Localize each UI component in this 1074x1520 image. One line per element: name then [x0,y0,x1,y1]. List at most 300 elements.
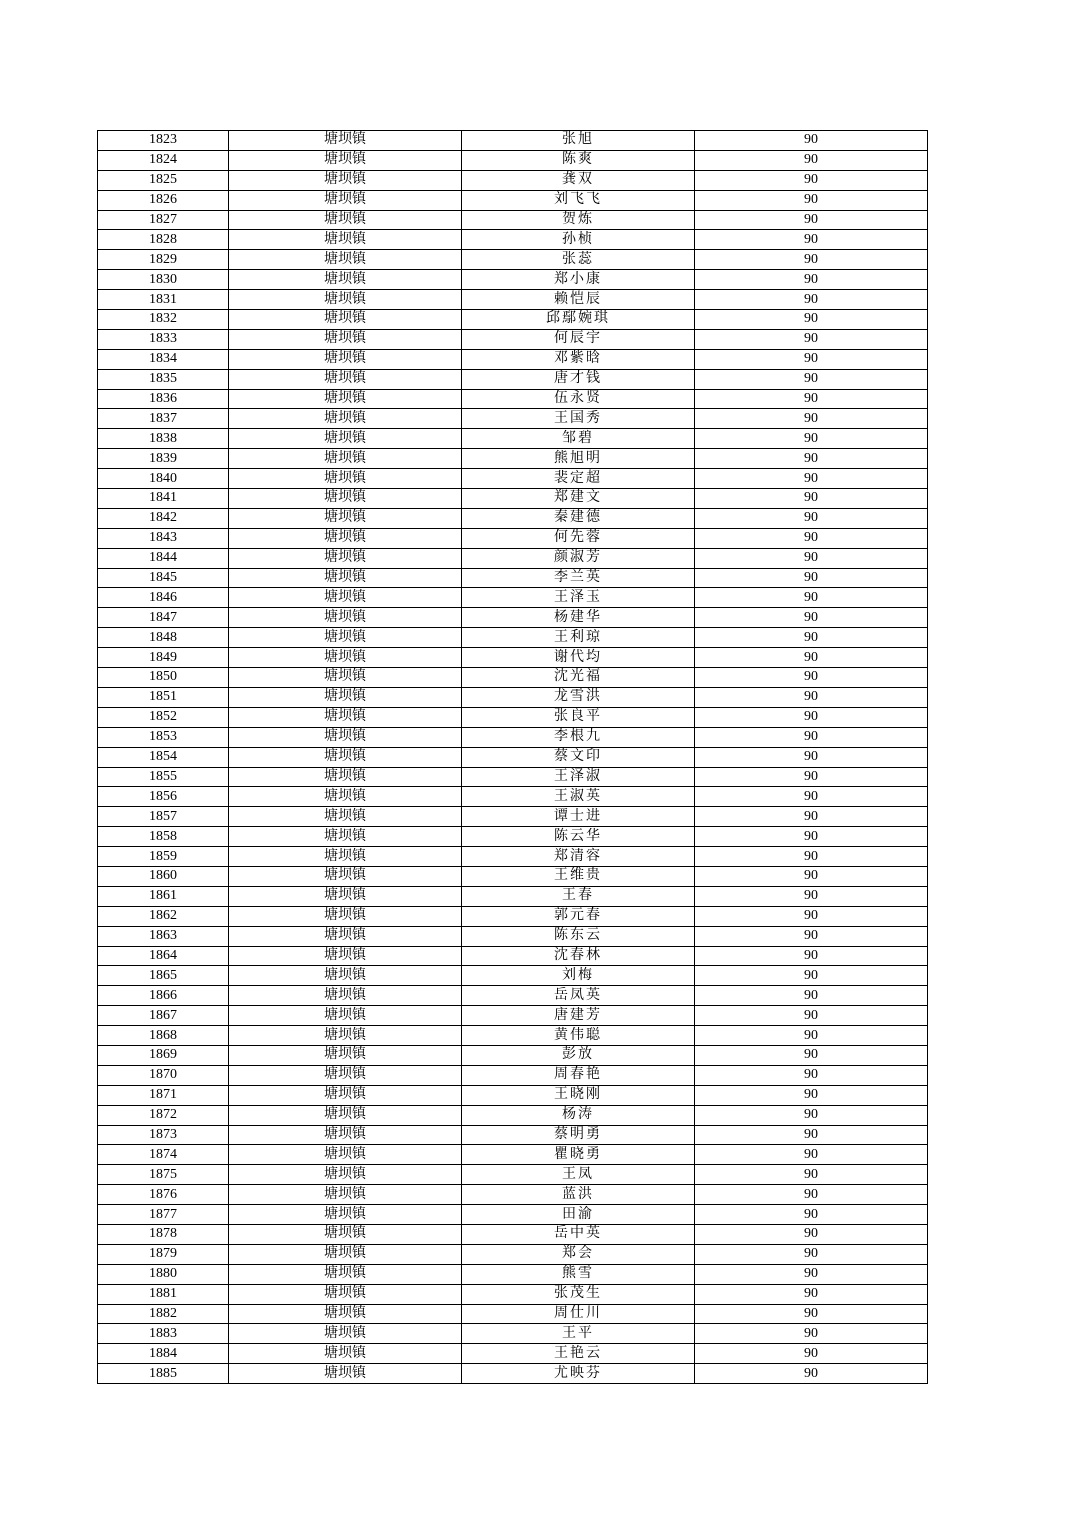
town-cell: 塘坝镇 [229,727,462,747]
row-number-cell: 1833 [98,329,229,349]
row-number-cell: 1852 [98,707,229,727]
name-cell: 蔡明勇 [462,1125,695,1145]
row-number-cell: 1827 [98,210,229,230]
name-cell: 熊雪 [462,1264,695,1284]
score-cell: 90 [695,986,928,1006]
town-cell: 塘坝镇 [229,230,462,250]
row-number-cell: 1876 [98,1185,229,1205]
name-cell: 唐才钱 [462,369,695,389]
row-number-cell: 1866 [98,986,229,1006]
name-cell: 蔡文印 [462,747,695,767]
score-cell: 90 [695,508,928,528]
score-cell: 90 [695,409,928,429]
town-cell: 塘坝镇 [229,270,462,290]
town-cell: 塘坝镇 [229,528,462,548]
table-row [98,1224,928,1244]
name-cell: 郭元春 [462,906,695,926]
score-cell: 90 [695,1324,928,1344]
row-number-cell: 1837 [98,409,229,429]
table-row [98,1264,928,1284]
table-row [98,349,928,369]
table-row [98,1026,928,1046]
table-row [98,707,928,727]
town-cell: 塘坝镇 [229,707,462,727]
row-number-cell: 1846 [98,588,229,608]
score-cell: 90 [695,608,928,628]
row-number-cell: 1836 [98,389,229,409]
town-cell: 塘坝镇 [229,568,462,588]
row-number-cell: 1879 [98,1244,229,1264]
row-number-cell: 1883 [98,1324,229,1344]
table-row [98,170,928,190]
score-cell: 90 [695,369,928,389]
town-cell: 塘坝镇 [229,926,462,946]
table-row [98,290,928,310]
town-cell: 塘坝镇 [229,1364,462,1384]
row-number-cell: 1850 [98,668,229,688]
name-cell: 杨建华 [462,608,695,628]
table-row [98,210,928,230]
table-row [98,1105,928,1125]
score-cell: 90 [695,1185,928,1205]
score-cell: 90 [695,1284,928,1304]
table-row [98,568,928,588]
table-row [98,926,928,946]
name-cell: 邱鄢婉琪 [462,310,695,330]
row-number-cell: 1877 [98,1205,229,1225]
row-number-cell: 1825 [98,170,229,190]
score-cell: 90 [695,190,928,210]
name-cell: 黄伟聪 [462,1026,695,1046]
score-cell: 90 [695,489,928,509]
town-cell: 塘坝镇 [229,648,462,668]
town-cell: 塘坝镇 [229,1165,462,1185]
score-cell: 90 [695,210,928,230]
row-number-cell: 1843 [98,528,229,548]
score-cell: 90 [695,966,928,986]
row-number-cell: 1885 [98,1364,229,1384]
name-cell: 王泽玉 [462,588,695,608]
score-cell: 90 [695,727,928,747]
name-cell: 郑小康 [462,270,695,290]
name-cell: 贺炼 [462,210,695,230]
town-cell: 塘坝镇 [229,389,462,409]
table-row [98,767,928,787]
score-cell: 90 [695,528,928,548]
score-cell: 90 [695,747,928,767]
score-cell: 90 [695,1344,928,1364]
name-cell: 龚双 [462,170,695,190]
score-cell: 90 [695,946,928,966]
row-number-cell: 1823 [98,131,229,151]
score-cell: 90 [695,1045,928,1065]
town-cell: 塘坝镇 [229,588,462,608]
score-cell: 90 [695,886,928,906]
town-cell: 塘坝镇 [229,1324,462,1344]
table-row [98,1344,928,1364]
table-row [98,1145,928,1165]
town-cell: 塘坝镇 [229,429,462,449]
score-cell: 90 [695,1224,928,1244]
score-cell: 90 [695,310,928,330]
name-cell: 裴定超 [462,469,695,489]
name-cell: 王晓刚 [462,1085,695,1105]
name-cell: 王平 [462,1324,695,1344]
row-number-cell: 1871 [98,1085,229,1105]
name-cell: 周仕川 [462,1304,695,1324]
town-cell: 塘坝镇 [229,747,462,767]
table-row [98,429,928,449]
score-cell: 90 [695,847,928,867]
name-cell: 邹碧 [462,429,695,449]
name-cell: 王维贵 [462,866,695,886]
row-number-cell: 1874 [98,1145,229,1165]
table-row [98,668,928,688]
name-cell: 周春艳 [462,1065,695,1085]
name-cell: 郑会 [462,1244,695,1264]
row-number-cell: 1845 [98,568,229,588]
table-row [98,628,928,648]
town-cell: 塘坝镇 [229,290,462,310]
town-cell: 塘坝镇 [229,150,462,170]
score-cell: 90 [695,290,928,310]
score-cell: 90 [695,250,928,270]
town-cell: 塘坝镇 [229,190,462,210]
score-cell: 90 [695,1065,928,1085]
score-cell: 90 [695,588,928,608]
town-cell: 塘坝镇 [229,886,462,906]
town-cell: 塘坝镇 [229,1065,462,1085]
score-cell: 90 [695,389,928,409]
row-number-cell: 1862 [98,906,229,926]
row-number-cell: 1830 [98,270,229,290]
town-cell: 塘坝镇 [229,1185,462,1205]
row-number-cell: 1831 [98,290,229,310]
town-cell: 塘坝镇 [229,250,462,270]
name-cell: 何辰宇 [462,329,695,349]
row-number-cell: 1849 [98,648,229,668]
town-cell: 塘坝镇 [229,1006,462,1026]
name-cell: 邓紫晗 [462,349,695,369]
table-row [98,588,928,608]
name-cell: 郑清容 [462,847,695,867]
town-cell: 塘坝镇 [229,1045,462,1065]
town-cell: 塘坝镇 [229,369,462,389]
table-row [98,687,928,707]
table-row [98,1045,928,1065]
table-body [98,131,928,1384]
row-number-cell: 1873 [98,1125,229,1145]
town-cell: 塘坝镇 [229,668,462,688]
table-row [98,946,928,966]
table-row [98,1284,928,1304]
table-row [98,986,928,1006]
row-number-cell: 1854 [98,747,229,767]
table-row [98,966,928,986]
score-cell: 90 [695,648,928,668]
name-cell: 尤映芬 [462,1364,695,1384]
score-cell: 90 [695,827,928,847]
name-cell: 熊旭明 [462,449,695,469]
score-cell: 90 [695,270,928,290]
name-cell: 岳凤英 [462,986,695,1006]
row-number-cell: 1859 [98,847,229,867]
row-number-cell: 1838 [98,429,229,449]
name-cell: 张良平 [462,707,695,727]
score-cell: 90 [695,469,928,489]
row-number-cell: 1872 [98,1105,229,1125]
table-row [98,329,928,349]
town-cell: 塘坝镇 [229,767,462,787]
table-row [98,1125,928,1145]
table-row [98,150,928,170]
town-cell: 塘坝镇 [229,807,462,827]
name-cell: 王国秀 [462,409,695,429]
name-cell: 赖恺辰 [462,290,695,310]
row-number-cell: 1842 [98,508,229,528]
row-number-cell: 1840 [98,469,229,489]
score-cell: 90 [695,329,928,349]
table-row [98,1244,928,1264]
table-row [98,648,928,668]
table-row [98,827,928,847]
town-cell: 塘坝镇 [229,349,462,369]
row-number-cell: 1824 [98,150,229,170]
score-cell: 90 [695,131,928,151]
score-cell: 90 [695,1205,928,1225]
row-number-cell: 1884 [98,1344,229,1364]
name-cell: 谢代均 [462,648,695,668]
score-cell: 90 [695,1125,928,1145]
score-cell: 90 [695,1165,928,1185]
row-number-cell: 1835 [98,369,229,389]
table-row [98,866,928,886]
town-cell: 塘坝镇 [229,1264,462,1284]
table-row [98,1006,928,1026]
name-cell: 王艳云 [462,1344,695,1364]
score-cell: 90 [695,170,928,190]
row-number-cell: 1869 [98,1045,229,1065]
table-row [98,847,928,867]
row-number-cell: 1870 [98,1065,229,1085]
score-cell: 90 [695,349,928,369]
score-cell: 90 [695,1364,928,1384]
name-cell: 陈爽 [462,150,695,170]
table-row [98,906,928,926]
name-cell: 王淑英 [462,787,695,807]
table-row [98,489,928,509]
score-cell: 90 [695,807,928,827]
town-cell: 塘坝镇 [229,1026,462,1046]
name-cell: 谭士进 [462,807,695,827]
row-number-cell: 1863 [98,926,229,946]
town-cell: 塘坝镇 [229,986,462,1006]
table-row [98,1205,928,1225]
name-cell: 张蕊 [462,250,695,270]
table-row [98,449,928,469]
table-row [98,727,928,747]
name-cell: 王春 [462,886,695,906]
name-cell: 彭放 [462,1045,695,1065]
score-cell: 90 [695,1264,928,1284]
score-cell: 90 [695,429,928,449]
town-cell: 塘坝镇 [229,1304,462,1324]
town-cell: 塘坝镇 [229,827,462,847]
table-row [98,886,928,906]
score-cell: 90 [695,1006,928,1026]
row-number-cell: 1868 [98,1026,229,1046]
table-row [98,787,928,807]
score-cell: 90 [695,1244,928,1264]
score-cell: 90 [695,449,928,469]
town-cell: 塘坝镇 [229,469,462,489]
town-cell: 塘坝镇 [229,210,462,230]
score-cell: 90 [695,1145,928,1165]
town-cell: 塘坝镇 [229,1224,462,1244]
row-number-cell: 1828 [98,230,229,250]
table-row [98,230,928,250]
name-cell: 沈光福 [462,668,695,688]
row-number-cell: 1841 [98,489,229,509]
town-cell: 塘坝镇 [229,449,462,469]
name-cell: 刘梅 [462,966,695,986]
name-cell: 唐建芳 [462,1006,695,1026]
table-row [98,807,928,827]
row-number-cell: 1882 [98,1304,229,1324]
name-cell: 李根九 [462,727,695,747]
score-cell: 90 [695,866,928,886]
row-number-cell: 1860 [98,866,229,886]
table-row [98,190,928,210]
score-cell: 90 [695,230,928,250]
name-cell: 田渝 [462,1205,695,1225]
table-row [98,250,928,270]
row-number-cell: 1844 [98,548,229,568]
row-number-cell: 1848 [98,628,229,648]
name-cell: 秦建德 [462,508,695,528]
name-cell: 王凤 [462,1165,695,1185]
name-cell: 张茂生 [462,1284,695,1304]
data-table [97,130,928,1384]
name-cell: 李兰英 [462,568,695,588]
row-number-cell: 1867 [98,1006,229,1026]
town-cell: 塘坝镇 [229,329,462,349]
town-cell: 塘坝镇 [229,1085,462,1105]
row-number-cell: 1857 [98,807,229,827]
town-cell: 塘坝镇 [229,966,462,986]
row-number-cell: 1847 [98,608,229,628]
row-number-cell: 1832 [98,310,229,330]
score-cell: 90 [695,668,928,688]
row-number-cell: 1834 [98,349,229,369]
name-cell: 孙桢 [462,230,695,250]
town-cell: 塘坝镇 [229,1205,462,1225]
town-cell: 塘坝镇 [229,847,462,867]
name-cell: 何先蓉 [462,528,695,548]
score-cell: 90 [695,787,928,807]
table-row [98,389,928,409]
score-cell: 90 [695,687,928,707]
town-cell: 塘坝镇 [229,906,462,926]
name-cell: 郑建文 [462,489,695,509]
table-row [98,469,928,489]
name-cell: 沈春林 [462,946,695,966]
name-cell: 杨涛 [462,1105,695,1125]
name-cell: 张旭 [462,131,695,151]
town-cell: 塘坝镇 [229,131,462,151]
row-number-cell: 1839 [98,449,229,469]
town-cell: 塘坝镇 [229,1244,462,1264]
town-cell: 塘坝镇 [229,310,462,330]
row-number-cell: 1865 [98,966,229,986]
table-row [98,747,928,767]
row-number-cell: 1878 [98,1224,229,1244]
name-cell: 瞿晓勇 [462,1145,695,1165]
table-row [98,1364,928,1384]
town-cell: 塘坝镇 [229,687,462,707]
score-cell: 90 [695,1026,928,1046]
row-number-cell: 1856 [98,787,229,807]
town-cell: 塘坝镇 [229,1284,462,1304]
table-row [98,528,928,548]
town-cell: 塘坝镇 [229,787,462,807]
row-number-cell: 1864 [98,946,229,966]
name-cell: 龙雪洪 [462,687,695,707]
row-number-cell: 1880 [98,1264,229,1284]
town-cell: 塘坝镇 [229,946,462,966]
name-cell: 岳中英 [462,1224,695,1244]
table-row [98,1324,928,1344]
row-number-cell: 1858 [98,827,229,847]
table-row [98,508,928,528]
table-row [98,310,928,330]
score-cell: 90 [695,707,928,727]
row-number-cell: 1829 [98,250,229,270]
score-cell: 90 [695,568,928,588]
name-cell: 颜淑芳 [462,548,695,568]
score-cell: 90 [695,548,928,568]
town-cell: 塘坝镇 [229,508,462,528]
score-cell: 90 [695,1304,928,1324]
town-cell: 塘坝镇 [229,548,462,568]
table-row [98,1165,928,1185]
score-cell: 90 [695,906,928,926]
name-cell: 刘飞飞 [462,190,695,210]
table-row [98,1065,928,1085]
town-cell: 塘坝镇 [229,1125,462,1145]
town-cell: 塘坝镇 [229,628,462,648]
score-cell: 90 [695,628,928,648]
score-cell: 90 [695,150,928,170]
row-number-cell: 1826 [98,190,229,210]
row-number-cell: 1861 [98,886,229,906]
row-number-cell: 1875 [98,1165,229,1185]
row-number-cell: 1851 [98,687,229,707]
town-cell: 塘坝镇 [229,866,462,886]
town-cell: 塘坝镇 [229,170,462,190]
town-cell: 塘坝镇 [229,1145,462,1165]
row-number-cell: 1881 [98,1284,229,1304]
town-cell: 塘坝镇 [229,608,462,628]
town-cell: 塘坝镇 [229,1105,462,1125]
row-number-cell: 1853 [98,727,229,747]
table-row [98,131,928,151]
table-row [98,1185,928,1205]
town-cell: 塘坝镇 [229,1344,462,1364]
town-cell: 塘坝镇 [229,409,462,429]
row-number-cell: 1855 [98,767,229,787]
score-cell: 90 [695,1105,928,1125]
